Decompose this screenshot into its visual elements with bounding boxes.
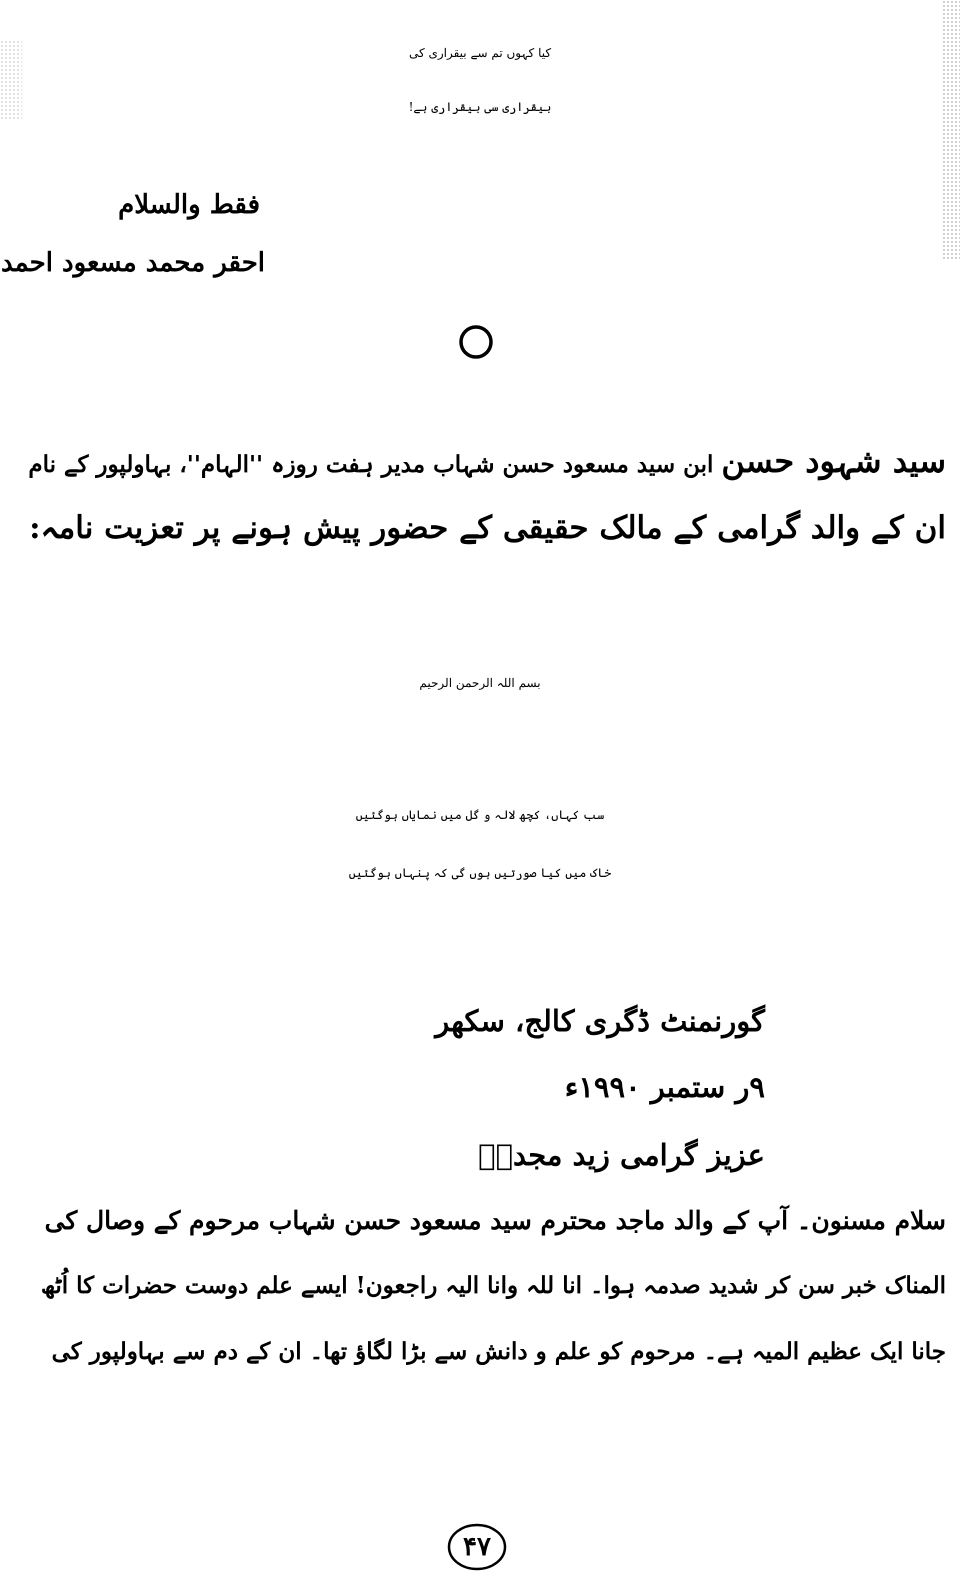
page-number: ۴۷: [463, 1532, 491, 1562]
heading-line-1: [28, 442, 946, 480]
page-edge-shadow: [942, 0, 960, 260]
page-number-badge: [445, 1521, 509, 1573]
bismillah: بسم اللہ الرحمن الرحیم: [419, 676, 541, 690]
closing-salutation: فقط والسلام: [118, 190, 260, 220]
circle-ornament-icon: [456, 322, 496, 362]
letter-date: ۹ر ستمبر ۱۹۹۰ء: [564, 1070, 765, 1104]
letter-place: گورنمنٹ ڈگری کالج، سکھر: [435, 1004, 765, 1038]
letter-body-line-2: المناک خبر سن کر شدید صدمہ ہوا۔ انا للہ وانا الیہ راجعون! ایسے علم دوست حضرات کا اُٹھ: [40, 1272, 946, 1299]
signature-name: احقر محمد مسعود احمد: [1, 248, 265, 278]
heading-line-1-rest: ابن سید مسعود حسن شہاب مدیر ہفت روزہ ''الہام''، بہاولپور کے نام: [28, 451, 714, 478]
verse-top-line-1: کیا کہوں تم سے بیقراری کی: [408, 46, 552, 60]
verse-top-line-2: بیقراری سی بیقراری ہے!: [408, 100, 552, 114]
verse-mid-line-2: خاک میں کیا صورتیں ہوں گی کہ پنہاں ہوگئیں: [348, 866, 612, 880]
heading-line-2: ان کے والد گرامی کے مالک حقیقی کے حضور پیش ہونے پر تعزیت نامہ:: [29, 510, 946, 546]
verse-mid-line-1: سب کہاں، کچھ لالہ و گل میں نمایاں ہوگئیں: [355, 808, 605, 822]
letter-body-line-3: جانا ایک عظیم المیہ ہے۔ مرحوم کو علم و دانش سے بڑا لگاؤ تھا۔ ان کے دم سے بہاولپور کی: [51, 1338, 946, 1365]
heading-name: سید شہود حسن: [721, 442, 946, 480]
letter-body-line-1: سلام مسنون۔ آپ کے والد ماجد محترم سید مسعود حسن شہاب مرحوم کے وصال کی: [44, 1206, 946, 1235]
letter-salutation: عزیز گرامی زید مجدہٗ: [478, 1138, 765, 1172]
